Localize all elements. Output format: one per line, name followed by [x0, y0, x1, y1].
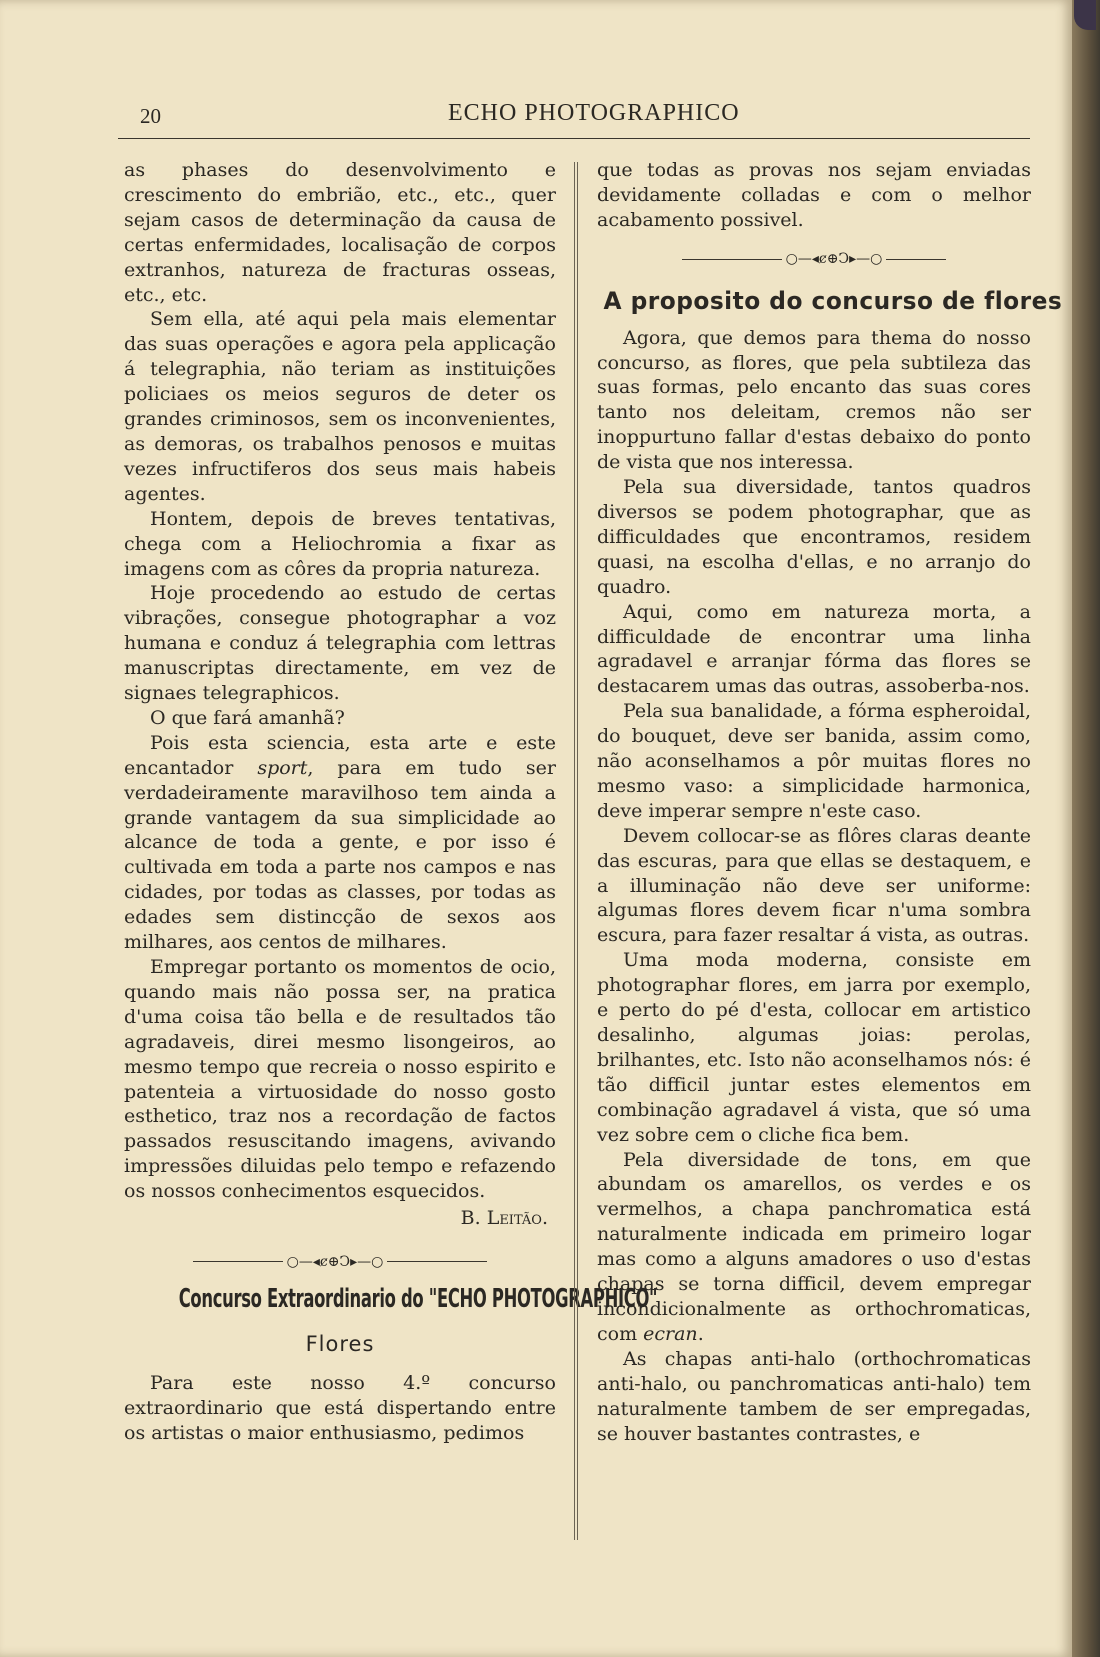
author-signature: B. Leitão.	[460, 1207, 548, 1230]
paragraph: as phases do desenvolvimento e crescimento do embrião, etc., etc., quer sejam casos de determinação da causa de certas enfermidades, localisação de corpos extranhos, natureza de fracturas osseas, etc., etc.	[124, 159, 556, 306]
book-tab	[1074, 0, 1096, 30]
ornament-rule	[193, 1261, 283, 1262]
book-edge	[1072, 0, 1100, 1657]
paragraph: Agora, que demos para thema do nosso concurso, as flores, que pela subtileza das suas formas, pelo encanto das suas cores tanto nos deleitam, cremos não ser inoppurtuno fallar d'estas debaixo do ponto de vista que nos interessa.	[597, 326, 1031, 474]
section-ornament	[124, 1245, 556, 1279]
paragraph	[597, 1148, 1031, 1347]
paragraph: Uma moda moderna, consiste em photographar flores, em jarra por exemplo, e perto do pé d'esta, collocar em artistico desalinho, algumas joias: perolas, brilhantes, etc. Isto não aconselhamos nós: é tão difficil juntar estes elementos em combinação agradavel á vista, que só uma vez sobre cem o cliche fica bem.	[597, 949, 1031, 1146]
article-title: A proposito do concurso de flores	[603, 286, 1063, 315]
right-column	[597, 158, 1063, 1446]
paragraph	[124, 731, 556, 955]
left-column	[124, 158, 658, 1446]
paragraph: Hoje procedendo ao estudo de certas vibrações, consegue photographar a voz humana e conduz á telegraphia com lettras manuscriptas directamente, em vez de signaes telegraphicos.	[124, 582, 556, 705]
paragraph: Sem ella, até aqui pela mais elementar das suas operações e agora pela applicação á telegraphia, não teriam as instituições policiaes os meios seguros de deter os grandes criminosos, sem os inconvenientes, as demoras, os trabalhos penosos e muitas vezes infructiferos dos seus mais habeis agentes.	[124, 308, 556, 505]
paragraph: As chapas anti-halo (orthochromaticas anti-halo, ou panchromaticas anti-halo) tem naturalmente tambem de ser empregadas, se houver bastantes contrastes, e	[597, 1347, 1031, 1445]
paragraph: Para este nosso 4.º concurso extraordinario que está dispertando entre os artistas o maior enthusiasmo, pedimos	[124, 1371, 556, 1444]
paragraph: O que fará amanhã?	[150, 706, 345, 729]
paragraph: Hontem, depois de breves tentativas, chega com a Heliochromia a fixar as imagens com as côres da propria natureza.	[124, 507, 556, 580]
paragraph: Empregar portanto os momentos de ocio, quando mais não possa ser, na pratica d'uma coisa tão bella e de resultados tão agradaveis, direi mesmo lisongeiros, ao mesmo tempo que recreia o nosso espirito e patenteia a virtuosidade do nosso gosto esthetico, traz nos a recordação de factos passados resuscitando imagens, avivando impressões diluidas pelo tempo e refazendo os nossos conhecimentos esquecidos.	[124, 956, 556, 1203]
ornament-glyph: ○—◂ȼ⊕Ↄ▸—○	[785, 251, 883, 268]
section-ornament	[597, 243, 1031, 277]
text-run: .	[697, 1322, 704, 1345]
text-run: Pois esta sciencia, esta arte e este encantador	[124, 731, 556, 779]
text-run: Pela diversidade de tons, em que abundam os amarellos, os verdes e os vermelhos, a chapa panchromatica está naturalmente indicada em primeiro logar mas como a alguns amadores o uso d'estas chapas se torna difficil, devem empregar incondicionalmente as orthochromaticas, com	[597, 1148, 1031, 1345]
ornament-rule	[886, 259, 946, 260]
italic-word: sport	[257, 756, 308, 779]
paragraph: que todas as provas nos sejam enviadas devidamente colladas e com o melhor acabamento possivel.	[597, 159, 1031, 231]
paragraph: Pela sua banalidade, a fórma espheroidal, do bouquet, deve ser banida, assim como, não aconselhamos a pôr muitas flores no mesmo vaso: a simplicidade harmonica, deve imperar sempre n'este caso.	[597, 700, 1031, 822]
column-divider	[574, 162, 578, 1540]
text-run: , para em tudo ser verdadeiramente maravilhoso tem ainda a grande vantagem da sua simplicidade ao alcance de toda a gente, e por isso é cultivada em toda a parte nos campos e nas cidades, por todas as classes, por todas as edades sem distincção de sexos aos milhares, aos centos de milhares.	[124, 756, 557, 954]
page-number: 20	[140, 104, 161, 128]
running-title: ECHO PHOTOGRAPHICO	[448, 100, 740, 126]
ornament-rule	[682, 259, 782, 260]
ornament-glyph: ○—◂ȼ⊕Ↄ▸—○	[286, 1253, 384, 1270]
paragraph: Aqui, como em natureza morta, a difficuldade de encontrar uma linha agradavel e arranjar fórma das flores se destacarem umas das outras, assoberba-nos.	[597, 600, 1031, 698]
italic-word: ecran	[643, 1322, 698, 1345]
contest-subtitle: Flores	[305, 1331, 375, 1356]
paragraph: Pela sua diversidade, tantos quadros diversos se podem photographar, que as difficuldades que encontramos, residem quasi, na escolha d'ellas, e no arranjo do quadro.	[597, 476, 1031, 598]
ornament-rule	[387, 1261, 487, 1262]
paragraph: Devem collocar-se as flôres claras deante das escuras, para que ellas se destaquem, e a illuminação não deve ser uniforme: algumas flores devem ficar n'uma sombra escura, para fazer resaltar á vista, as outras.	[597, 824, 1031, 947]
contest-title: Concurso Extraordinario do "ECHO PHOTOGRAPHICO"	[178, 1283, 658, 1314]
page-header	[118, 98, 1030, 139]
